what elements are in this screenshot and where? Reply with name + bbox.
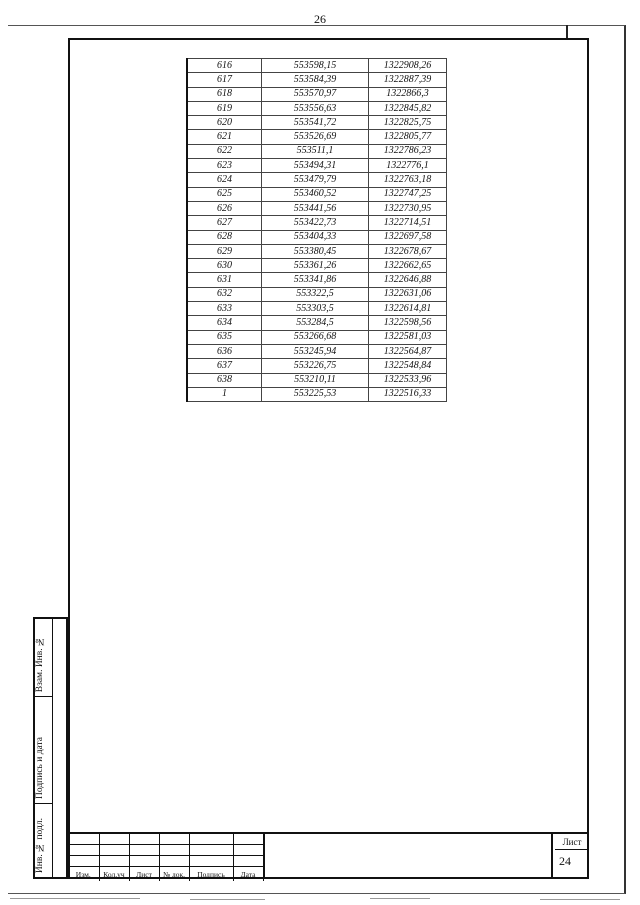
- scan-artifact: [190, 899, 265, 900]
- title-block-grid: [68, 834, 264, 881]
- y-coordinate-cell: 1322730,95: [369, 201, 447, 215]
- point-number-cell: 623: [187, 159, 262, 173]
- table-row: [187, 201, 447, 215]
- y-coordinate-cell: 1322887,39: [369, 73, 447, 87]
- point-number-cell: 617: [187, 73, 262, 87]
- col-label-izm: Изм.: [68, 867, 99, 882]
- table-row: [187, 387, 447, 401]
- page-number: 26: [314, 12, 326, 26]
- x-coordinate-cell: 553341,86: [262, 273, 369, 287]
- y-coordinate-cell: 1322697,58: [369, 230, 447, 244]
- y-coordinate-cell: 1322631,06: [369, 287, 447, 301]
- side-stamp-strip: [33, 617, 68, 879]
- point-number-cell: 624: [187, 173, 262, 187]
- y-coordinate-cell: 1322646,88: [369, 273, 447, 287]
- title-block: [68, 832, 589, 879]
- table-row: [187, 101, 447, 115]
- point-number-cell: 628: [187, 230, 262, 244]
- x-coordinate-cell: 553404,33: [262, 230, 369, 244]
- table-row: [187, 230, 447, 244]
- col-label-podpis: Подпись: [189, 867, 233, 882]
- table-row: [187, 302, 447, 316]
- y-coordinate-cell: 1322908,26: [369, 59, 447, 73]
- point-number-cell: 621: [187, 130, 262, 144]
- y-coordinate-cell: 1322763,18: [369, 173, 447, 187]
- x-coordinate-cell: 553210,11: [262, 373, 369, 387]
- table-row: [187, 187, 447, 201]
- y-coordinate-cell: 1322548,84: [369, 359, 447, 373]
- point-number-cell: 1: [187, 387, 262, 401]
- table-row: [187, 216, 447, 230]
- x-coordinate-cell: 553380,45: [262, 244, 369, 258]
- x-coordinate-cell: 553226,75: [262, 359, 369, 373]
- point-number-cell: 638: [187, 373, 262, 387]
- point-number-cell: 627: [187, 216, 262, 230]
- x-coordinate-cell: 553541,72: [262, 116, 369, 130]
- y-coordinate-cell: 1322805,77: [369, 130, 447, 144]
- x-coordinate-cell: 553245,94: [262, 344, 369, 358]
- y-coordinate-cell: 1322825,75: [369, 116, 447, 130]
- point-number-cell: 630: [187, 259, 262, 273]
- x-coordinate-cell: 553303,5: [262, 302, 369, 316]
- x-coordinate-cell: 553511,1: [262, 144, 369, 158]
- col-label-list: Лист: [129, 867, 159, 882]
- point-number-cell: 632: [187, 287, 262, 301]
- y-coordinate-cell: 1322845,82: [369, 101, 447, 115]
- point-number-cell: 620: [187, 116, 262, 130]
- side-label-inv-podl: Инв. № подл.: [35, 817, 45, 873]
- scan-artifact: [10, 898, 140, 899]
- sheet-number: 24: [559, 854, 571, 868]
- table-row: [187, 373, 447, 387]
- point-number-cell: 619: [187, 101, 262, 115]
- point-number-cell: 637: [187, 359, 262, 373]
- x-coordinate-cell: 553361,26: [262, 259, 369, 273]
- side-label-vzam-inv: Взам. Инв. №: [35, 635, 45, 692]
- table-row: [187, 73, 447, 87]
- y-coordinate-cell: 1322866,3: [369, 87, 447, 101]
- point-number-cell: 625: [187, 187, 262, 201]
- point-number-cell: 636: [187, 344, 262, 358]
- point-number-cell: 622: [187, 144, 262, 158]
- y-coordinate-cell: 1322516,33: [369, 387, 447, 401]
- sheet-number-cell: [555, 832, 589, 879]
- scan-artifact: [370, 898, 430, 899]
- x-coordinate-cell: 553479,79: [262, 173, 369, 187]
- x-coordinate-cell: 553225,53: [262, 387, 369, 401]
- table-row: [187, 116, 447, 130]
- x-coordinate-cell: 553322,5: [262, 287, 369, 301]
- x-coordinate-cell: 553422,73: [262, 216, 369, 230]
- table-row: [187, 287, 447, 301]
- scan-artifact: [540, 899, 620, 900]
- col-label-doc-no: № док.: [159, 867, 189, 882]
- table-row: [187, 259, 447, 273]
- y-coordinate-cell: 1322747,25: [369, 187, 447, 201]
- table-row: [187, 273, 447, 287]
- y-coordinate-cell: 1322662,65: [369, 259, 447, 273]
- sheet-label: Лист: [555, 837, 589, 850]
- table-row: [187, 316, 447, 330]
- table-row: [187, 359, 447, 373]
- point-number-cell: 634: [187, 316, 262, 330]
- point-number-cell: 633: [187, 302, 262, 316]
- col-label-data: Дата: [233, 867, 263, 882]
- y-coordinate-cell: 1322786,23: [369, 144, 447, 158]
- y-coordinate-cell: 1322614,81: [369, 302, 447, 316]
- table-row: [187, 159, 447, 173]
- point-number-cell: 629: [187, 244, 262, 258]
- point-number-cell: 631: [187, 273, 262, 287]
- y-coordinate-cell: 1322598,56: [369, 316, 447, 330]
- sheet-notch: [566, 25, 568, 39]
- x-coordinate-cell: 553556,63: [262, 101, 369, 115]
- x-coordinate-cell: 553460,52: [262, 187, 369, 201]
- x-coordinate-cell: 553284,5: [262, 316, 369, 330]
- x-coordinate-cell: 553441,56: [262, 201, 369, 215]
- x-coordinate-cell: 553598,15: [262, 59, 369, 73]
- title-block-main: [263, 834, 553, 879]
- side-cell-vzam: [35, 619, 52, 697]
- point-number-cell: 616: [187, 59, 262, 73]
- x-coordinate-cell: 553570,97: [262, 87, 369, 101]
- side-cell-inv: [35, 804, 52, 877]
- y-coordinate-cell: 1322581,03: [369, 330, 447, 344]
- table-row: [187, 330, 447, 344]
- y-coordinate-cell: 1322564,87: [369, 344, 447, 358]
- point-number-cell: 635: [187, 330, 262, 344]
- coordinates-table: [186, 58, 447, 402]
- y-coordinate-cell: 1322678,67: [369, 244, 447, 258]
- point-number-cell: 618: [187, 87, 262, 101]
- table-row: [187, 244, 447, 258]
- y-coordinate-cell: 1322714,51: [369, 216, 447, 230]
- col-label-kol-uch: Кол.уч: [99, 867, 129, 882]
- side-label-podpis-data: Подпись и дата: [35, 736, 45, 799]
- point-number-cell: 626: [187, 201, 262, 215]
- y-coordinate-cell: 1322533,96: [369, 373, 447, 387]
- x-coordinate-cell: 553584,39: [262, 73, 369, 87]
- y-coordinate-cell: 1322776,1: [369, 159, 447, 173]
- x-coordinate-cell: 553266,68: [262, 330, 369, 344]
- table-row: [187, 87, 447, 101]
- table-row: [187, 344, 447, 358]
- side-cell-podpis: [35, 697, 52, 804]
- table-row: [187, 130, 447, 144]
- table-row: [187, 59, 447, 73]
- table-row: [187, 173, 447, 187]
- table-row: [187, 144, 447, 158]
- x-coordinate-cell: 553494,31: [262, 159, 369, 173]
- x-coordinate-cell: 553526,69: [262, 130, 369, 144]
